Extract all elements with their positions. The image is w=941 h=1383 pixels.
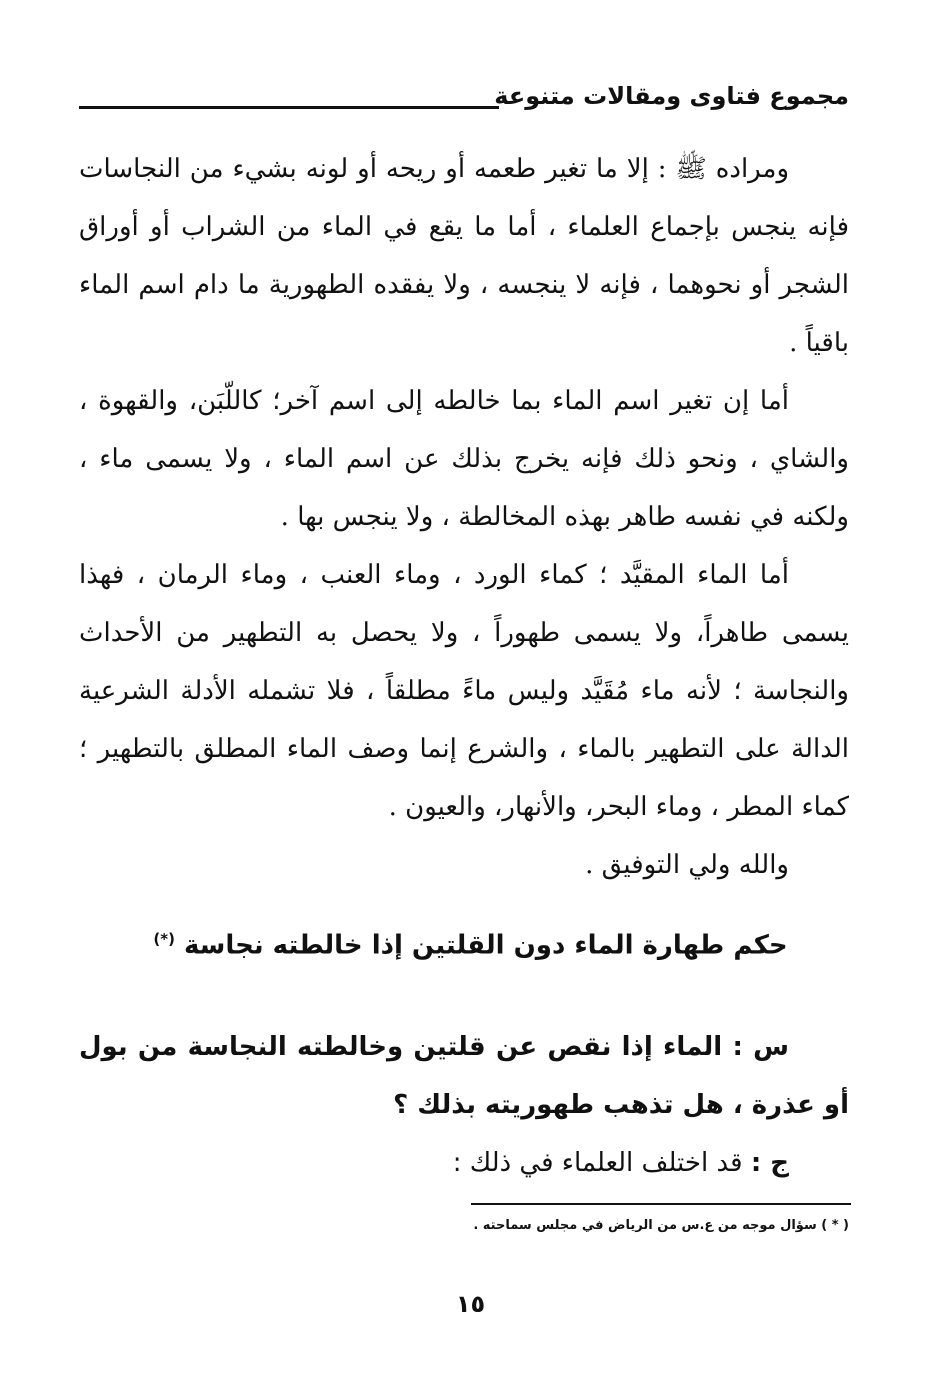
paragraph: ومراده ﷺ : إلا ما تغير طعمه أو ريحه أو لونه بشيء من النجاسات فإنه ينجس بإجماع العلماء ، أما ما يقع في الماء من الشراب أو أوراق الشجر أو نحوهما ، فإنه لا ينجسه ، ولا يفقده الطهورية ما دام اسم الماء باقياً .: [79, 154, 849, 358]
header-rule: [79, 106, 499, 109]
answer-text: قد اختلف العلماء في ذلك :: [452, 1148, 743, 1178]
answer: [79, 1134, 849, 1192]
running-header: [79, 78, 849, 122]
question-answer: [79, 1018, 849, 1192]
book-title: مجموع فتاوى ومقالات متنوعة: [494, 82, 849, 110]
section-heading-text: حكم طهارة الماء دون القلتين إذا خالطته نجاسة: [184, 930, 788, 961]
question: [79, 1018, 849, 1134]
section-heading: [0, 930, 941, 961]
body-text: [79, 140, 849, 894]
question-text: الماء إذا نقص عن قلتين وخالطته النجاسة من بول أو عذرة ، هل تذهب طهوريته بذلك ؟: [79, 1032, 849, 1120]
paragraph: أما إن تغير اسم الماء بما خالطه إلى اسم آخر؛ كاللّبَن، والقهوة ، والشاي ، ونحو ذلك فإنه يخرج بذلك عن اسم الماء ، ولا يسمى ماء ، ولكنه في نفسه طاهر بهذه المخالطة ، ولا ينجس بها .: [79, 386, 849, 532]
question-label: س :: [732, 1032, 789, 1062]
paragraph: أما الماء المقيَّد ؛ كماء الورد ، وماء العنب ، وماء الرمان ، فهذا يسمى طاهراً، ولا يسمى طهوراً ، ولا يحصل به التطهير من الأحداث والنجاسة ؛ لأنه ماء مُقَيَّد وليس ماءً مطلقاً ، فلا تشمله الأدلة الشرعية الدالة على التطهير بالماء ، والشرع إنما وصف الماء المطلق بالتطهير ؛ كماء المطر ، وماء البحر، والأنهار، والعيون .: [79, 560, 849, 822]
closing-line: والله ولي التوفيق .: [585, 850, 789, 880]
footnote: ( * ) سؤال موجه من ع.س من الرياض في مجلس سماحته .: [473, 1218, 849, 1233]
page-number: ١٥: [455, 1290, 486, 1318]
answer-label: ج :: [750, 1148, 789, 1178]
footnote-rule: [471, 1203, 851, 1205]
footnote-marker: (*): [153, 930, 175, 948]
